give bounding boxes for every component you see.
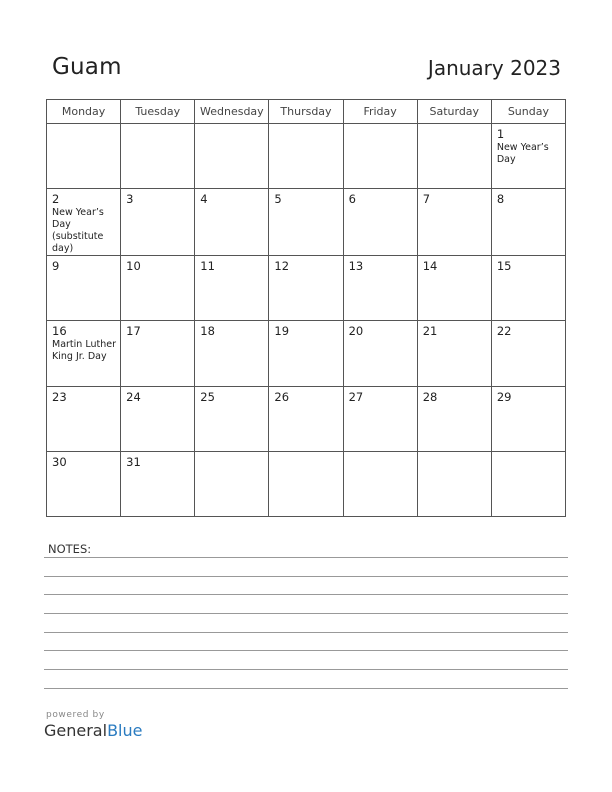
day-cell bbox=[417, 321, 491, 386]
day-cell bbox=[47, 451, 121, 516]
holiday-label bbox=[344, 128, 417, 129]
holiday-label bbox=[195, 273, 268, 274]
holiday-label bbox=[418, 273, 491, 274]
note-line bbox=[44, 557, 568, 558]
week-row bbox=[47, 189, 566, 256]
holiday-label bbox=[418, 456, 491, 457]
day-cell bbox=[417, 386, 491, 451]
day-number: 25 bbox=[200, 389, 215, 404]
holiday-label bbox=[269, 273, 342, 274]
day-number: 23 bbox=[52, 389, 67, 404]
day-cell bbox=[417, 124, 491, 189]
holiday-label bbox=[121, 273, 194, 274]
day-cell bbox=[491, 189, 565, 256]
holiday-label bbox=[418, 128, 491, 129]
powered-by-text: powered by bbox=[46, 710, 105, 720]
logo-text-general: General bbox=[44, 721, 108, 740]
holiday-label bbox=[121, 469, 194, 470]
holiday-label bbox=[492, 338, 565, 339]
day-cell bbox=[491, 321, 565, 386]
week-row bbox=[47, 451, 566, 516]
day-cell bbox=[343, 451, 417, 516]
holiday-label bbox=[492, 404, 565, 405]
holiday-label bbox=[418, 338, 491, 339]
week-row bbox=[47, 386, 566, 451]
holiday-label bbox=[195, 404, 268, 405]
note-line bbox=[44, 650, 568, 651]
day-cell bbox=[491, 124, 565, 189]
day-cell bbox=[417, 451, 491, 516]
note-line bbox=[44, 576, 568, 577]
day-cell bbox=[47, 189, 121, 256]
day-number: 19 bbox=[274, 324, 290, 339]
day-number: 20 bbox=[348, 324, 364, 339]
day-cell bbox=[491, 386, 565, 451]
day-cell bbox=[269, 321, 343, 386]
week-row bbox=[47, 256, 566, 321]
day-cell bbox=[195, 321, 269, 386]
note-line bbox=[44, 669, 568, 670]
holiday-label bbox=[418, 206, 491, 207]
day-number: 8 bbox=[496, 192, 505, 207]
day-cell bbox=[195, 256, 269, 321]
holiday-label bbox=[47, 128, 120, 129]
day-cell bbox=[47, 386, 121, 451]
weekday-header-row bbox=[47, 100, 566, 124]
holiday-label bbox=[195, 338, 268, 339]
holiday-label bbox=[195, 206, 268, 207]
weekday-tuesday: Tuesday bbox=[121, 100, 195, 124]
day-number: 9 bbox=[52, 259, 60, 274]
day-number: 30 bbox=[52, 454, 67, 469]
holiday-label bbox=[195, 128, 268, 129]
holiday-label bbox=[492, 206, 565, 207]
holiday-label: New Year’s Day bbox=[496, 142, 549, 165]
holiday-label bbox=[121, 338, 194, 339]
week-row bbox=[47, 321, 566, 386]
week-row bbox=[47, 124, 566, 189]
note-line bbox=[44, 632, 568, 633]
day-number: 22 bbox=[496, 324, 512, 339]
day-cell bbox=[343, 321, 417, 386]
holiday-label bbox=[269, 404, 342, 405]
day-number: 1 bbox=[496, 127, 505, 141]
holiday-label bbox=[47, 404, 120, 405]
day-cell bbox=[343, 386, 417, 451]
day-number: 17 bbox=[126, 324, 141, 339]
day-cell bbox=[121, 386, 195, 451]
day-number: 10 bbox=[126, 259, 141, 274]
day-number: 18 bbox=[200, 324, 215, 339]
holiday-label: Martin Luther King Jr. Day bbox=[52, 339, 116, 363]
day-cell bbox=[195, 451, 269, 516]
holiday-label bbox=[269, 456, 342, 457]
day-number: 14 bbox=[422, 259, 438, 274]
generalblue-logo[interactable] bbox=[44, 721, 142, 740]
holiday-label bbox=[344, 273, 417, 274]
day-cell bbox=[269, 124, 343, 189]
day-cell bbox=[47, 321, 121, 386]
calendar-grid bbox=[46, 99, 566, 517]
day-cell bbox=[343, 256, 417, 321]
day-cell bbox=[269, 386, 343, 451]
day-cell bbox=[47, 124, 121, 189]
day-cell bbox=[269, 256, 343, 321]
day-number: 16 bbox=[52, 324, 67, 339]
day-number: 4 bbox=[200, 192, 208, 207]
weekday-wednesday: Wednesday bbox=[195, 100, 269, 124]
day-cell bbox=[491, 256, 565, 321]
day-cell bbox=[121, 256, 195, 321]
day-cell bbox=[121, 451, 195, 516]
day-cell bbox=[269, 451, 343, 516]
logo-text-blue: Blue bbox=[107, 721, 143, 740]
note-line bbox=[44, 594, 568, 595]
holiday-label bbox=[269, 128, 342, 129]
weekday-saturday: Saturday bbox=[417, 100, 491, 124]
day-number: 27 bbox=[348, 389, 364, 404]
holiday-label bbox=[121, 206, 194, 207]
day-cell bbox=[121, 189, 195, 256]
holiday-label bbox=[344, 206, 417, 207]
day-number: 15 bbox=[496, 259, 512, 274]
day-cell bbox=[195, 189, 269, 256]
day-number: 7 bbox=[422, 192, 431, 207]
day-cell bbox=[195, 386, 269, 451]
holiday-label: New Year’s Day (substitute day) bbox=[52, 207, 104, 255]
holiday-label bbox=[121, 404, 194, 405]
day-number: 24 bbox=[126, 389, 141, 404]
weekday-friday: Friday bbox=[343, 100, 417, 124]
day-number: 28 bbox=[422, 389, 438, 404]
note-line bbox=[44, 613, 568, 614]
day-number: 12 bbox=[274, 259, 290, 274]
month-year-title: January 2023 bbox=[427, 56, 561, 80]
day-cell bbox=[343, 124, 417, 189]
notes-label: NOTES: bbox=[48, 542, 92, 556]
weekday-monday: Monday bbox=[47, 100, 121, 124]
holiday-label bbox=[121, 128, 194, 129]
day-cell bbox=[121, 321, 195, 386]
day-number: 3 bbox=[126, 192, 134, 207]
day-number: 2 bbox=[52, 192, 60, 207]
holiday-label bbox=[47, 273, 120, 274]
holiday-label bbox=[344, 456, 417, 457]
day-cell bbox=[417, 189, 491, 256]
weekday-thursday: Thursday bbox=[269, 100, 343, 124]
day-number: 6 bbox=[348, 192, 356, 207]
day-cell bbox=[343, 189, 417, 256]
holiday-label bbox=[195, 456, 268, 457]
weekday-sunday: Sunday bbox=[491, 100, 565, 124]
day-cell bbox=[491, 451, 565, 516]
holiday-label bbox=[492, 456, 565, 457]
day-number: 31 bbox=[126, 454, 141, 469]
day-number: 29 bbox=[496, 389, 512, 404]
holiday-label bbox=[269, 338, 342, 339]
day-cell bbox=[417, 256, 491, 321]
day-cell bbox=[269, 189, 343, 256]
holiday-label bbox=[344, 404, 417, 405]
day-cell bbox=[195, 124, 269, 189]
day-number: 13 bbox=[348, 259, 364, 274]
holiday-label bbox=[47, 469, 120, 470]
holiday-label bbox=[344, 338, 417, 339]
day-cell bbox=[121, 124, 195, 189]
day-number: 21 bbox=[422, 324, 438, 339]
region-title: Guam bbox=[52, 54, 122, 80]
day-cell bbox=[47, 256, 121, 321]
holiday-label bbox=[418, 404, 491, 405]
note-line bbox=[44, 688, 568, 689]
day-number: 26 bbox=[274, 389, 290, 404]
day-number: 11 bbox=[200, 259, 215, 274]
holiday-label bbox=[269, 206, 342, 207]
holiday-label bbox=[492, 273, 565, 274]
day-number: 5 bbox=[274, 192, 282, 207]
